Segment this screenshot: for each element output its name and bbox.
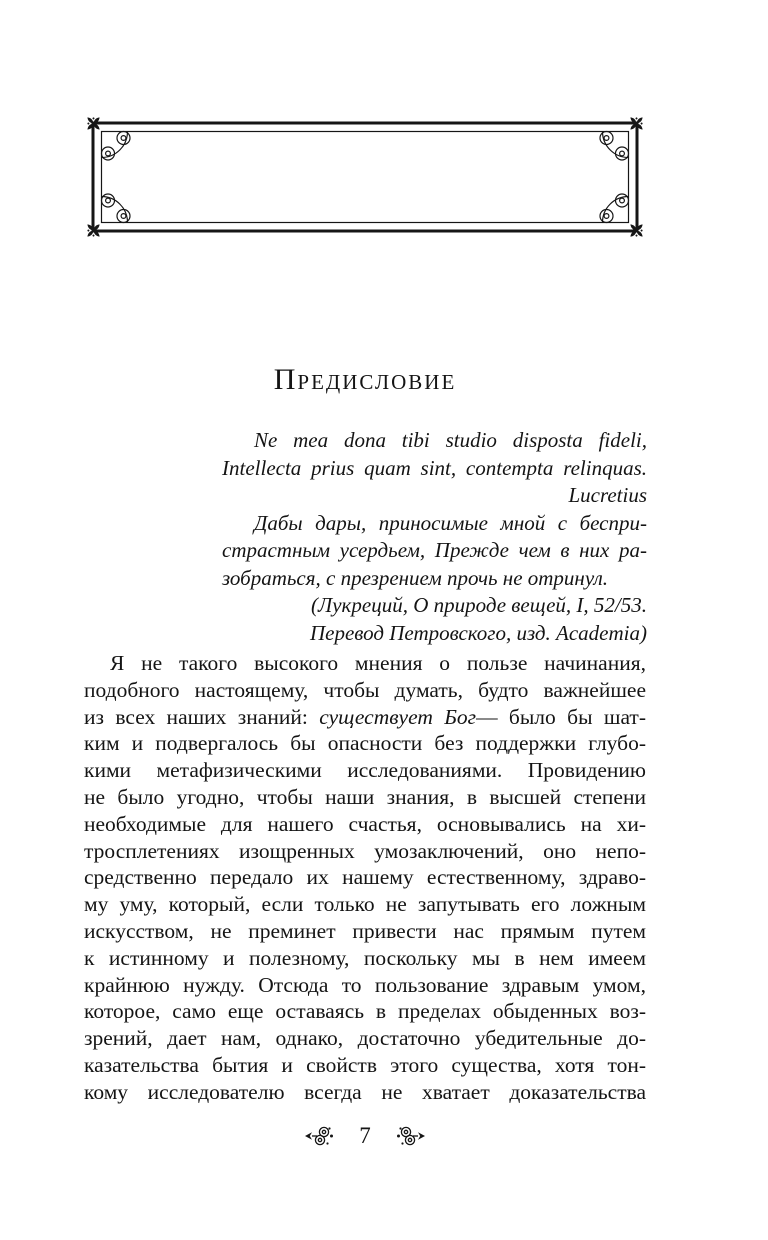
text-segment: зобраться, с презрением прочь не отринул. <box>222 565 609 590</box>
text-segment: которое, само еще оставаясь в пределах обыденных воз- <box>84 999 646 1024</box>
fleuron-left-icon <box>303 1125 339 1147</box>
text-line <box>222 620 647 648</box>
text-segment: Перевод Петровского, изд. Academia) <box>310 620 647 645</box>
text-segment: необходимые для нашего счастья, основывались на хи- <box>84 811 646 836</box>
text-line <box>84 811 646 838</box>
italic-text-segment: существует Бог <box>319 704 477 729</box>
text-segment: подобного настоящему, чтобы думать, будто важнейшее <box>84 677 646 702</box>
text-segment: зрений, дает нам, однако, достаточно убедительные до- <box>84 1026 646 1051</box>
text-line <box>84 918 646 945</box>
text-segment: кими метафизическими исследованиями. Провидению <box>84 758 646 783</box>
text-line <box>84 1052 646 1079</box>
text-line <box>222 510 647 538</box>
text-line <box>84 704 646 731</box>
text-line <box>84 972 646 999</box>
text-line <box>84 838 646 865</box>
text-segment: ким и подвергалось бы опасности без поддержки глубо- <box>84 731 646 756</box>
text-segment: страстным усердьем, Прежде чем в них ра- <box>222 538 647 562</box>
page-footer <box>84 1120 646 1152</box>
text-segment: Дабы дары, приносимые мной с беспри- <box>254 510 647 535</box>
text-segment: Ne mea dona tibi studio disposta fideli, <box>254 428 647 452</box>
text-segment: кому исследователю всегда не хватает доказательства <box>84 1079 646 1104</box>
text-segment: тросплетениях изощренных умозаключений, оно непо- <box>84 838 646 863</box>
text-segment: (Лукреций, О природе вещей, I, 52/53. <box>311 593 647 617</box>
text-line <box>222 427 647 455</box>
text-segment: му уму, который, если только не запутывать его ложным <box>84 892 646 917</box>
text-segment: не было угодно, чтобы наши знания, в высшей степени <box>84 784 646 809</box>
page-number: 7 <box>359 1123 371 1148</box>
text-line <box>84 891 646 918</box>
text-line <box>222 592 647 620</box>
epigraph <box>222 427 647 647</box>
text-segment: — было бы шат- <box>476 704 646 729</box>
text-line <box>84 650 646 677</box>
body-text <box>84 650 646 1106</box>
text-line <box>84 864 646 891</box>
text-line <box>84 730 646 757</box>
text-line <box>84 1079 646 1106</box>
text-line <box>84 677 646 704</box>
text-segment: средственно передало их нашему естественному, здраво- <box>84 865 646 890</box>
text-line <box>222 565 647 593</box>
page-title: Предисловие <box>273 363 457 396</box>
text-line <box>84 998 646 1025</box>
text-line <box>222 482 647 510</box>
ornamental-frame <box>84 114 646 240</box>
fleuron-right-icon <box>391 1125 427 1147</box>
ornamental-frame-drawing <box>84 114 646 240</box>
text-segment: к истинному и полезному, поскольку мы в нем имеем <box>84 945 646 970</box>
text-line <box>84 1025 646 1052</box>
text-segment: крайнюю нужду. Отсюда то пользование здравым умом, <box>84 972 646 997</box>
text-line <box>222 537 647 565</box>
text-line <box>84 784 646 811</box>
text-line <box>222 455 647 483</box>
text-segment: Lucretius <box>568 483 647 507</box>
text-line <box>84 945 646 972</box>
text-line <box>84 757 646 784</box>
text-segment: искусством, не преминет привести нас прямым путем <box>84 918 646 943</box>
text-segment: Я не такого высокого мнения о пользе начинания, <box>110 651 646 675</box>
text-segment: Intellecta prius quam sint, contempta relinquas. <box>222 455 647 480</box>
text-segment: казательства бытия и свойств этого существа, хотя тон- <box>84 1052 646 1077</box>
text-segment: из всех наших знаний: <box>84 704 320 729</box>
